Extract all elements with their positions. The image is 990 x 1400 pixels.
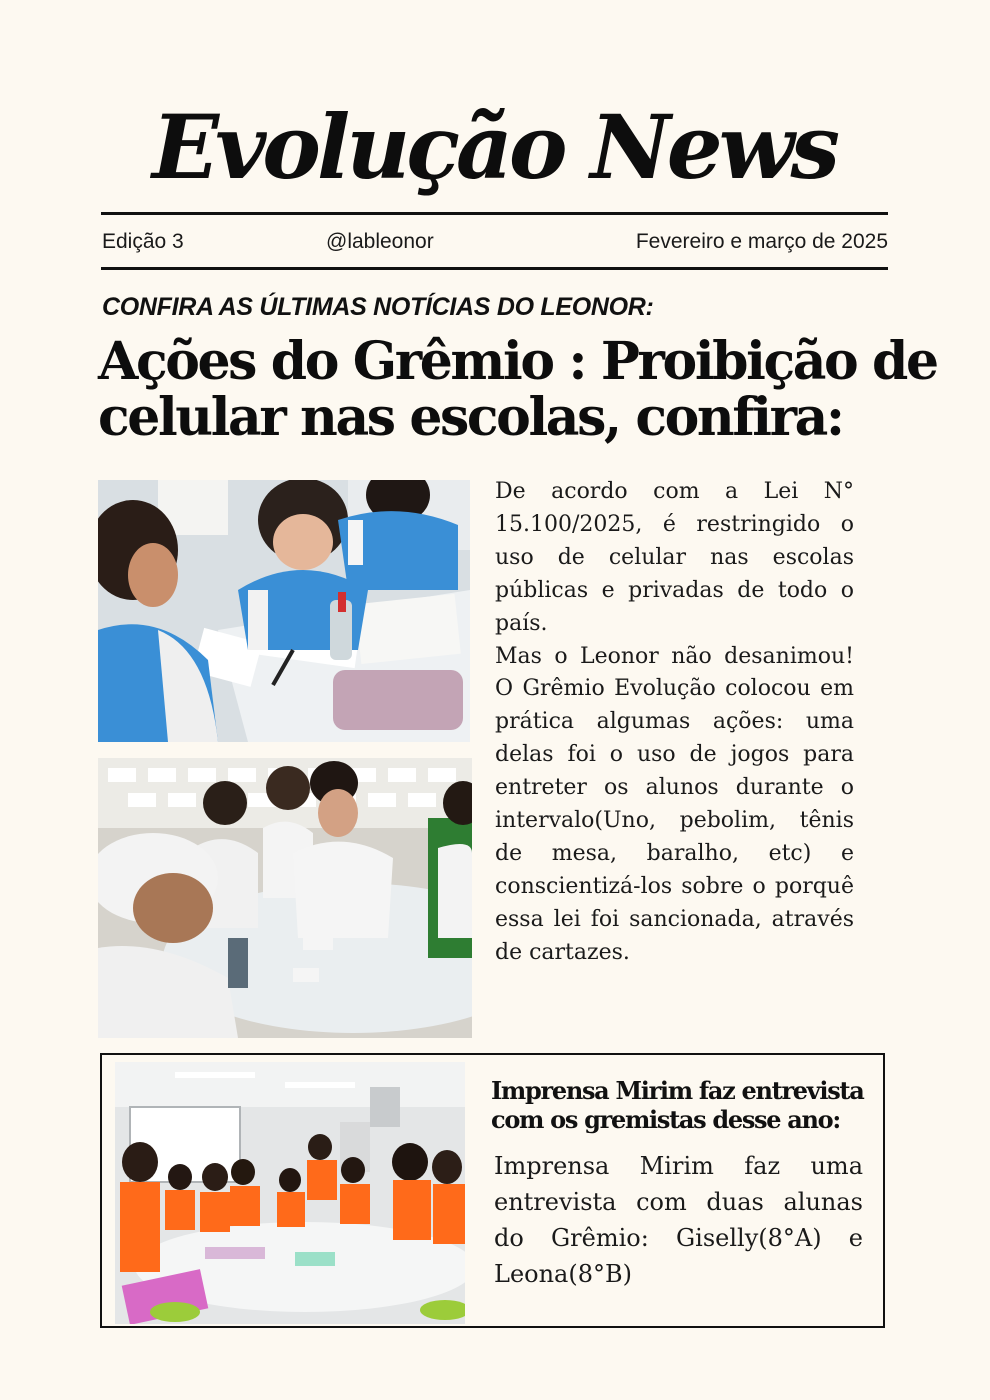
headline-line-1: Ações do Grêmio : Proibição de <box>98 331 937 392</box>
feature-title-line-1: Imprensa Mirim faz entrevista <box>491 1076 864 1105</box>
newspaper-masthead: Evolução News <box>152 95 836 199</box>
headline-line-2: celular nas escolas, confira: <box>98 387 843 448</box>
press-interview-group-photo <box>115 1062 465 1324</box>
section-kicker: CONFIRA AS ÚLTIMAS NOTÍCIAS DO LEONOR: <box>102 293 654 321</box>
article-body <box>495 476 854 970</box>
issue-date: Fevereiro e março de 2025 <box>635 230 888 253</box>
social-handle: @lableonor <box>326 230 434 253</box>
students-playing-cards-photo <box>98 758 472 1038</box>
main-headline <box>98 331 937 448</box>
edition-label: Edição 3 <box>102 230 184 253</box>
students-making-posters-photo <box>98 480 470 742</box>
article-paragraph-1: De acordo com a Lei N° 15.100/2025, é restringido o uso de celular nas escolas públicas e privadas de todo o país. <box>495 479 854 636</box>
feature-title-line-2: com os gremistas desse ano: <box>491 1105 840 1134</box>
feature-text: Imprensa Mirim faz uma entrevista com duas alunas do Grêmio: Giselly(8°A) e Leona(8°B) <box>494 1152 863 1288</box>
feature-title <box>491 1076 891 1134</box>
masthead-rule-top <box>101 212 888 215</box>
masthead-rule-bottom <box>101 267 888 270</box>
article-paragraph-2: Mas o Leonor não desanimou! O Grêmio Evolução colocou em prática algumas ações: uma delas foi o uso de jogos para entreter os alunos durante o intervalo(Uno, pebolim, tênis de mesa, baralho, etc) e conscientizá-los sobre o porquê essa lei foi sancionada, através de cartazes. <box>495 643 854 965</box>
